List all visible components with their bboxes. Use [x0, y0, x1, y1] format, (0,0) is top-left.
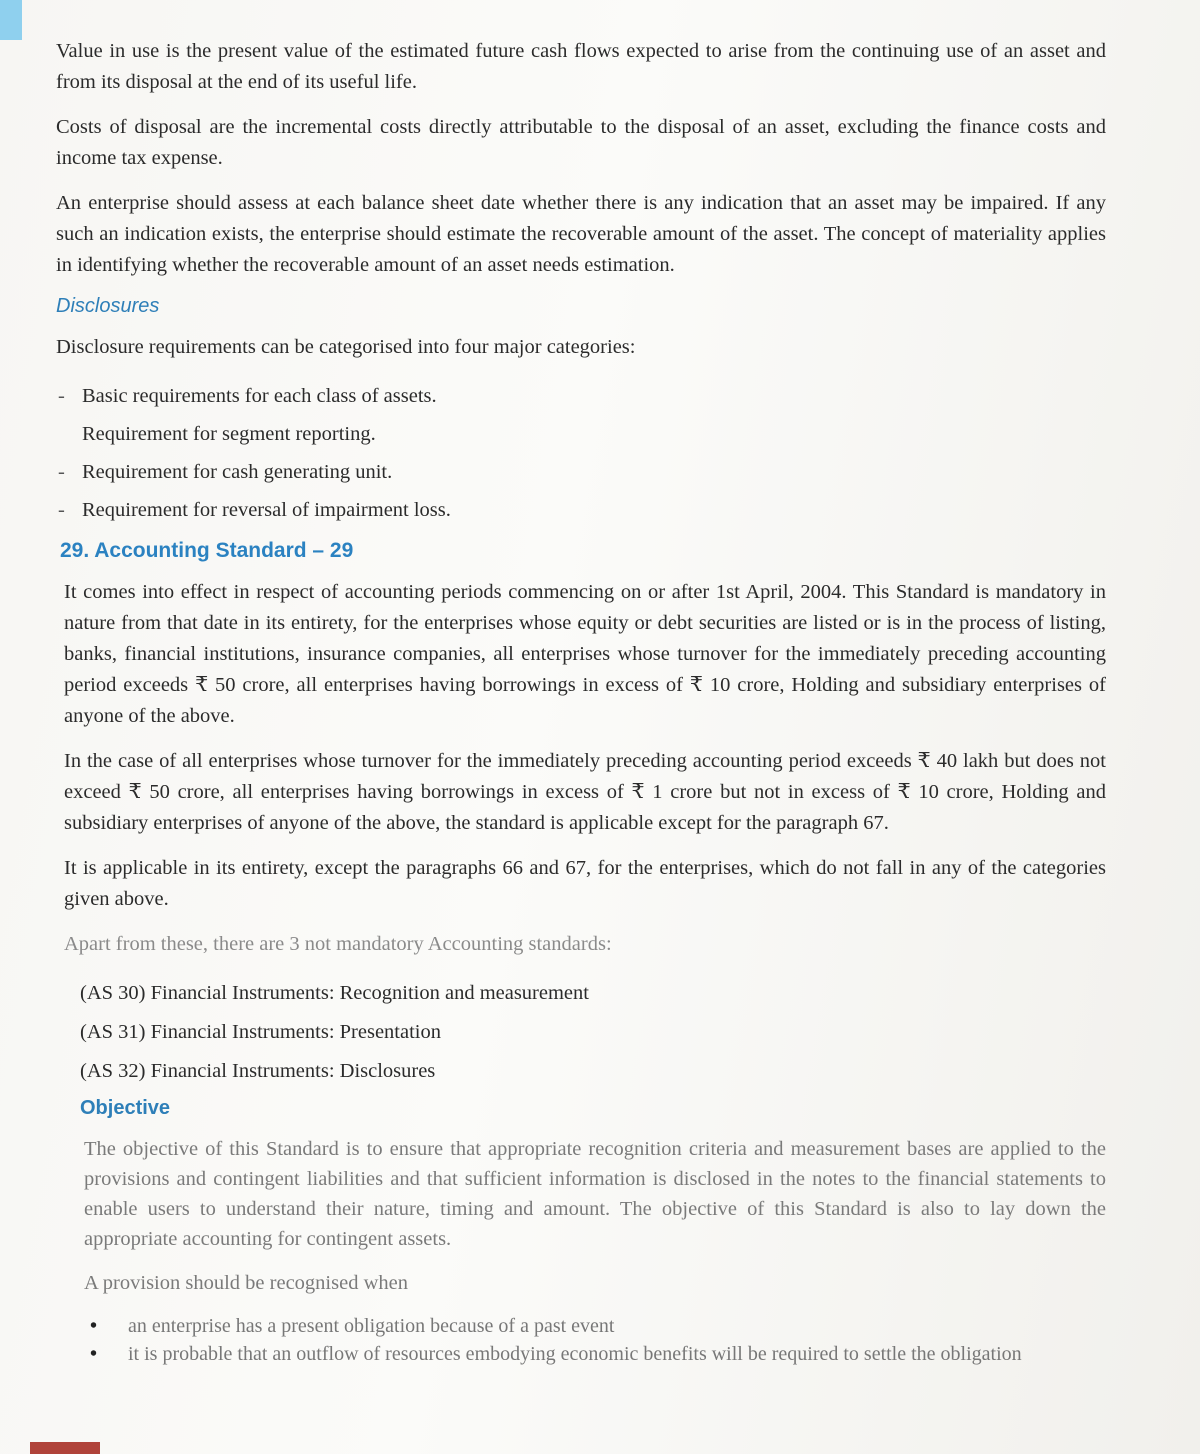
page-edge-strip: [30, 1442, 100, 1454]
list-item-text: an enterprise has a present obligation because of a past event: [128, 1315, 615, 1337]
provision-intro: A provision should be recognised when: [84, 1272, 408, 1294]
section-29-paragraph: In the case of all enterprises whose turnover for the immediately preceding accounting period exceeds ₹ 40 lakh but does not exceed ₹ 50 crore, all enterprises having borrowings in excess of ₹ 1 crore but not in excess of ₹ 10 crore, Holding and subsidiary enterprises of anyone of the above, the standard is applicable except for the paragraph 67.: [64, 750, 1106, 834]
not-mandatory-intro: Apart from these, there are 3 not mandatory Accounting standards:: [64, 933, 612, 955]
section-29-body: [56, 577, 1106, 1091]
list-item: [56, 415, 1106, 453]
page-corner-tab: [0, 0, 22, 40]
list-item: [84, 1312, 1106, 1340]
objective-body: [56, 1134, 1106, 1368]
list-item: [84, 1340, 1106, 1368]
list-item: [56, 491, 1106, 529]
list-item: [56, 377, 1106, 415]
paragraph-value-in-use: Value in use is the present value of the estimated future cash flows expected to arise from the continuing use of an asset and from its disposal at the end of its useful life.: [56, 40, 1106, 93]
list-item: [56, 453, 1106, 491]
disclosures-intro: Disclosure requirements can be categorised into four major categories:: [56, 336, 636, 358]
paragraph-assessment: An enterprise should assess at each balance sheet date whether there is any indication that an asset may be impaired. If any such an indication exists, the enterprise should estimate the recoverable amount of the asset. The concept of materiality applies in identifying whether the recoverable amount of an asset needs estimation.: [56, 192, 1106, 276]
standard-item: (AS 32) Financial Instruments: Disclosures: [80, 1060, 436, 1082]
list-item-text: Requirement for reversal of impairment loss.: [82, 499, 451, 521]
paragraph-costs-of-disposal: Costs of disposal are the incremental costs directly attributable to the disposal of an asset, excluding the finance costs and income tax expense.: [56, 116, 1106, 169]
objective-heading: Objective: [80, 1097, 171, 1119]
section-29-paragraph: It is applicable in its entirety, except the paragraphs 66 and 67, for the enterprises, which do not fall in any of the categories given above.: [64, 857, 1106, 910]
disclosures-list: [56, 377, 1106, 529]
provision-criteria-list: [84, 1312, 1106, 1368]
list-item-text: Requirement for cash generating unit.: [82, 461, 393, 483]
section-29-paragraph: It comes into effect in respect of accounting periods commencing on or after 1st April, 2004. This Standard is mandatory in nature from that date in its entirety, for the enterprises whose equity or debt securities are listed or is in the process of listing, banks, financial institutions, insurance companies, all enterprises whose turnover for the immediately preceding accounting period exceeds ₹ 50 crore, all enterprises having borrowings in excess of ₹ 10 crore, Holding and subsidiary enterprises of anyone of the above.: [64, 581, 1106, 727]
disclosures-heading: Disclosures: [56, 295, 160, 317]
list-item-text: it is probable that an outflow of resources embodying economic benefits will be required to settle the obligation: [128, 1343, 1022, 1365]
objective-paragraph: The objective of this Standard is to ensure that appropriate recognition criteria and measurement bases are applied to the provisions and contingent liabilities and that sufficient information is disclosed in the notes to the financial statements to enable users to understand their nature, timing and amount. The objective of this Standard is also to lay down the appropriate accounting for contingent assets.: [84, 1138, 1106, 1250]
page-content: [56, 36, 1106, 1368]
bullet-icon: •: [90, 1315, 98, 1337]
standard-item: (AS 30) Financial Instruments: Recognition and measurement: [80, 982, 589, 1004]
list-item-text: Basic requirements for each class of assets.: [82, 385, 437, 407]
standards-list: [64, 974, 1106, 1091]
standard-item: (AS 31) Financial Instruments: Presentation: [80, 1021, 441, 1043]
section-29-heading: 29. Accounting Standard – 29: [60, 539, 354, 562]
dash-marker: -: [58, 499, 65, 521]
dash-marker: -: [58, 385, 65, 407]
dash-marker: -: [58, 461, 65, 483]
bullet-icon: •: [90, 1343, 98, 1365]
list-item-text: Requirement for segment reporting.: [82, 423, 376, 445]
